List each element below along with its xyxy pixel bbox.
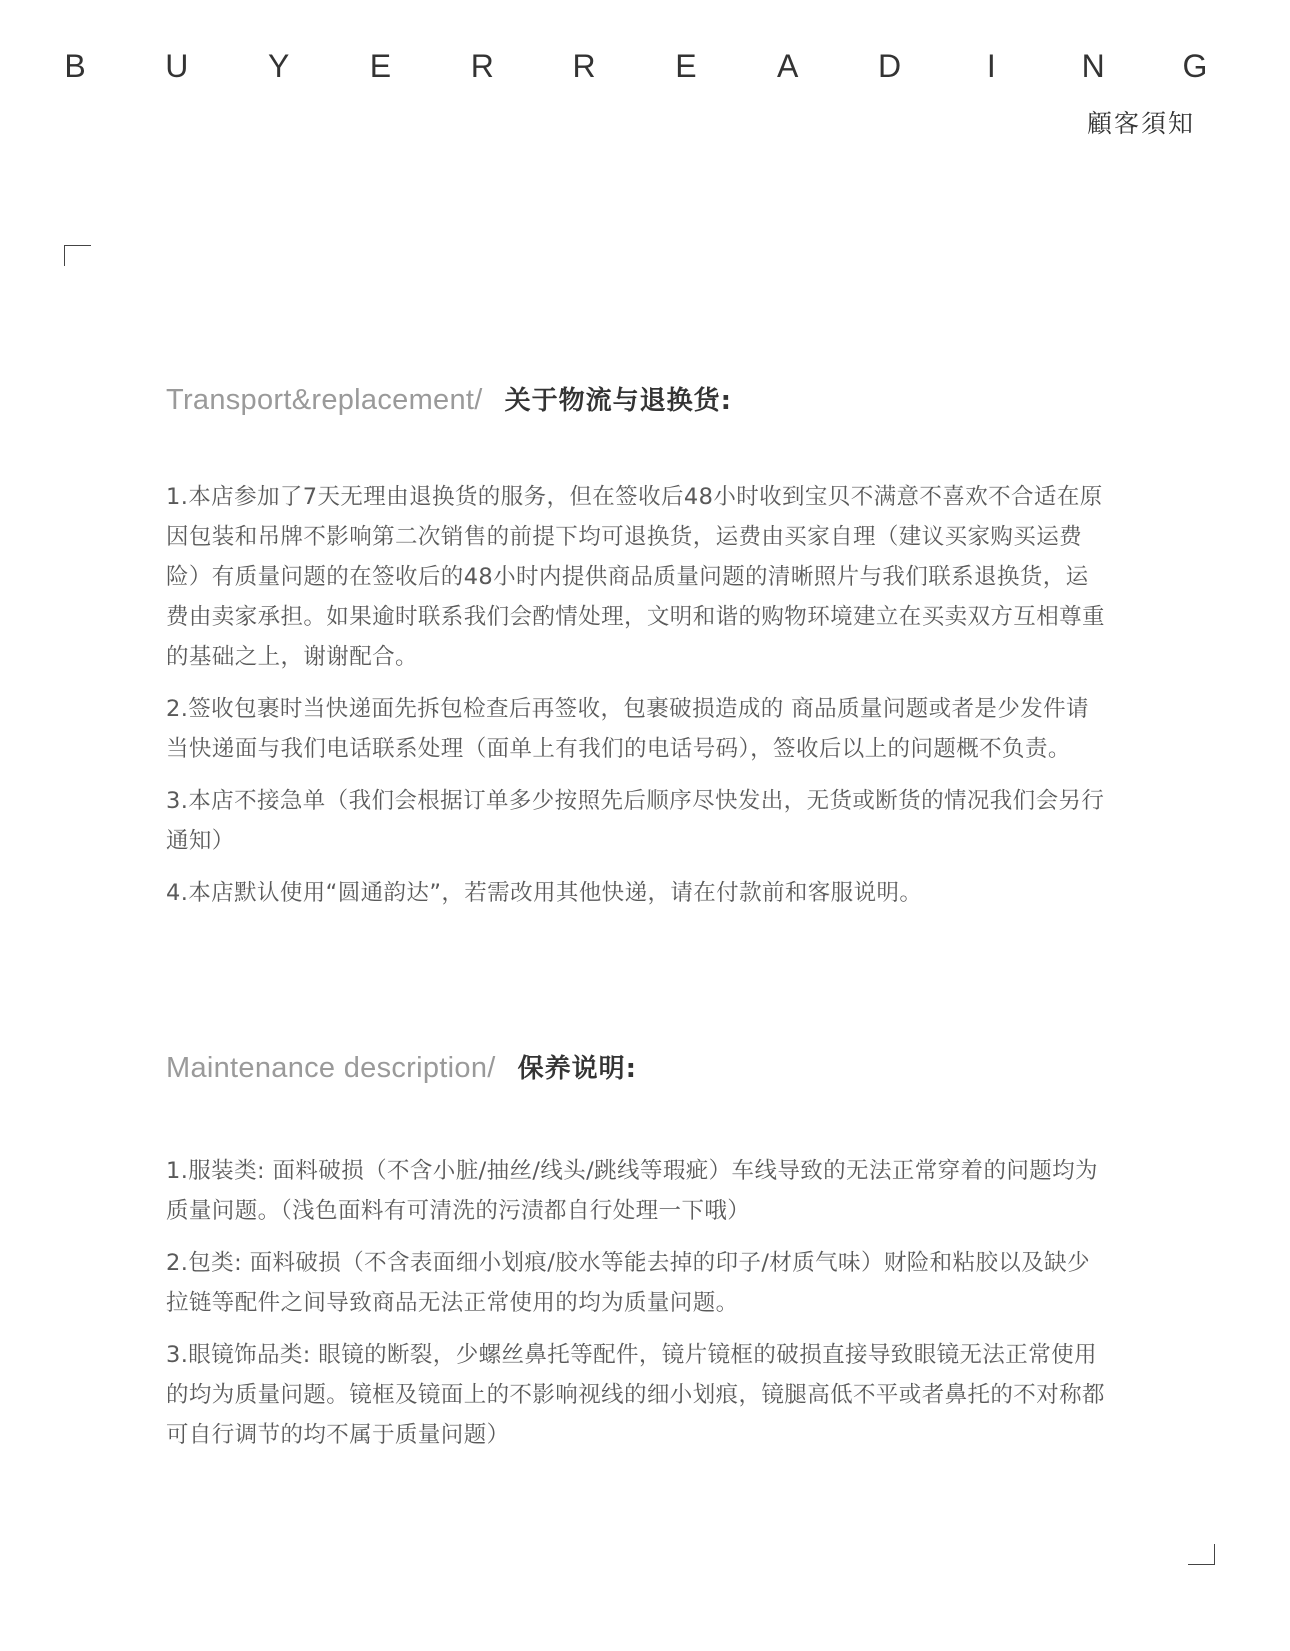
title-letter: D	[877, 48, 902, 84]
title-letter: U	[165, 48, 189, 84]
transport-list	[166, 477, 1106, 913]
maintenance-item: 1.服装类: 面料破损（不含小脏/抽丝/线头/跳线等瑕疵）车线导致的无法正常穿着的问题均为质量问题。（浅色面料有可清洗的污渍都自行处理一下哦）	[166, 1158, 1098, 1224]
transport-item: 3.本店不接急单（我们会根据订单多少按照先后顺序尽快发出，无货或断货的情况我们会另行通知）	[166, 788, 1105, 854]
transport-heading	[166, 380, 1106, 417]
title-letter: R	[470, 48, 494, 84]
transport-item: 2.签收包裹时当快递面先拆包检查后再签收，包裹破损造成的 商品质量问题或者是少发件请当快递面与我们电话联系处理（面单上有我们的电话号码），签收后以上的问题概不负责。	[166, 696, 1089, 762]
title-letter: I	[986, 48, 996, 84]
maintenance-item: 3.眼镜饰品类: 眼镜的断裂，少螺丝鼻托等配件，镜片镜框的破损直接导致眼镜无法正常使用的均为质量问题。镜框及镜面上的不影响视线的细小划痕，镜腿高低不平或者鼻托的不对称都可自行调节的均不属于质量问题）	[166, 1342, 1105, 1448]
maintenance-section	[166, 1048, 1106, 1467]
title-letter: Y	[267, 48, 290, 84]
title-letter: B	[64, 48, 86, 84]
transport-heading-zh: 关于物流与退换货:	[504, 386, 733, 416]
page-subtitle: 顧客須知	[1086, 109, 1195, 138]
corner-mark-bottom-right	[1188, 1544, 1215, 1565]
maintenance-list	[166, 1151, 1106, 1455]
title-letter: G	[1182, 48, 1208, 84]
transport-item: 1.本店参加了7天无理由退换货的服务，但在签收后48小时收到宝贝不满意不喜欢不合适在原因包装和吊牌不影响第二次销售的前提下均可退换货，运费由买家自理（建议买家购买运费险）有质量问题的在签收后的48小时内提供商品质量问题的清晰照片与我们联系退换货，运费由卖家承担。如果逾时联系我们会酌情处理，文明和谐的购物环境建立在买卖双方互相尊重的基础之上，谢谢配合。	[166, 484, 1105, 670]
page-title-letters	[55, 48, 1215, 85]
corner-mark-top-left	[64, 245, 91, 266]
title-letter: E	[369, 48, 392, 84]
maintenance-heading	[166, 1048, 1106, 1085]
maintenance-heading-zh: 保养说明:	[517, 1054, 638, 1084]
title-letter: A	[777, 48, 799, 84]
transport-item: 4.本店默认使用“圆通韵达”，若需改用其他快递，请在付款前和客服说明。	[166, 880, 923, 906]
title-letter: N	[1081, 48, 1105, 84]
transport-heading-en: Transport&replacement/	[166, 384, 483, 416]
transport-section	[166, 380, 1106, 925]
title-letter: R	[572, 48, 596, 84]
title-letter: E	[675, 48, 697, 84]
maintenance-heading-en: Maintenance description/	[166, 1052, 496, 1084]
maintenance-item: 2.包类: 面料破损（不含表面细小划痕/胶水等能去掉的印子/材质气味）财险和粘胶以及缺少拉链等配件之间导致商品无法正常使用的均为质量问题。	[166, 1250, 1090, 1316]
